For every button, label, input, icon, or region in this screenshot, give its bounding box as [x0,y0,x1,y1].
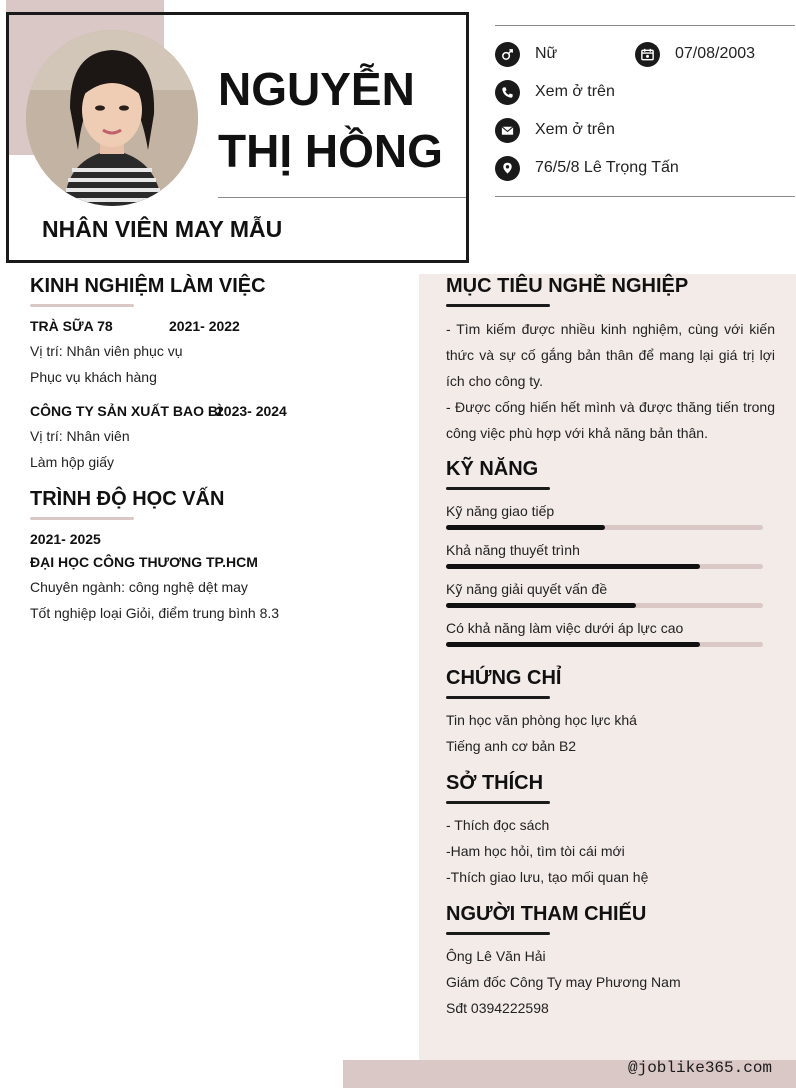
section-title-skills: KỸ NĂNG [446,458,539,480]
gender-value: Nữ [535,45,558,62]
skill-level [446,642,700,647]
section-underline [30,304,134,307]
skill-bar [446,564,763,569]
gender-icon [495,42,520,67]
address-value: 76/5/8 Lê Trọng Tấn [535,159,679,176]
skill-bar [446,603,763,608]
education-period: 2021- 2025 [30,531,101,547]
education-school: ĐẠI HỌC CÔNG THƯƠNG TP.HCM [30,554,258,570]
hobby-item: -Ham học hỏi, tìm tòi cái mới [446,843,625,859]
section-title-certificates: CHỨNG CHỈ [446,667,562,689]
experience-company: TRÀ SỮA 78 [30,318,113,334]
watermark: @joblike365.com [628,1059,773,1077]
divider [218,197,466,198]
divider [495,25,795,26]
contact-gender [495,41,557,67]
skill-level [446,564,700,569]
experience-position: Vị trí: Nhân viên [30,428,130,444]
email-value: Xem ở trên [535,121,615,138]
reference-item: Giám đốc Công Ty may Phương Nam [446,974,681,990]
skill-level [446,525,605,530]
section-title-references: NGƯỜI THAM CHIẾU [446,903,647,925]
skill-bar [446,525,763,530]
hobby-item: - Thích đọc sách [446,817,550,833]
contact-birthdate [635,41,755,67]
section-underline [446,696,550,699]
skill-level [446,603,636,608]
education-result: Tốt nghiệp loại Giỏi, điểm trung bình 8.3 [30,605,280,621]
skill-label: Khả năng thuyết trình [446,542,580,558]
experience-company: CÔNG TY SẢN XUẤT BAO BÌ [30,403,222,419]
section-underline [446,932,550,935]
skill-bar [446,642,763,647]
full-name [218,58,458,182]
section-underline [446,487,550,490]
section-title-hobbies: SỞ THÍCH [446,772,544,794]
hobby-item: -Thích giao lưu, tạo mối quan hệ [446,869,649,885]
experience-description: Phục vụ khách hàng [30,369,157,385]
section-underline [30,517,134,520]
skill-label: Có khả năng làm việc dưới áp lực cao [446,620,684,636]
phone-icon [495,80,520,105]
section-underline [446,304,550,307]
experience-description: Làm hộp giấy [30,454,115,470]
contact-email [495,117,615,143]
profile-photo [26,30,198,206]
skill-label: Kỹ năng giao tiếp [446,503,555,519]
birthdate-value: 07/08/2003 [675,45,756,62]
reference-item: Ông Lê Văn Hải [446,948,546,964]
divider [495,196,795,197]
location-icon [495,156,520,181]
email-icon [495,118,520,143]
reference-item: Sđt 0394222598 [446,1000,549,1016]
experience-period: 2023- 2024 [216,403,287,419]
section-title-objective: MỤC TIÊU NGHỀ NGHIỆP [446,275,689,297]
job-title: NHÂN VIÊN MAY MẪU [42,216,283,242]
contact-address [495,155,679,181]
objective-paragraph-1: - Tìm kiếm được nhiều kinh nghiệm, cùng với kiến thức và sự cố gắng bản thân để mang lại giá trị lợi ích cho công ty. [446,321,775,389]
experience-position: Vị trí: Nhân viên phục vụ [30,343,183,359]
skill-label: Kỹ năng giải quyết vấn đề [446,581,608,597]
certificate-item: Tin học văn phòng học lực khá [446,712,637,728]
section-title-experience: KINH NGHIỆM LÀM VIỆC [30,275,266,297]
contact-phone [495,79,615,105]
name-line-2: THỊ HỒNG [218,125,443,177]
section-underline [446,801,550,804]
section-title-education: TRÌNH ĐỘ HỌC VẤN [30,488,225,510]
phone-value: Xem ở trên [535,83,615,100]
calendar-icon [635,42,660,67]
education-major: Chuyên ngành: công nghệ dệt may [30,579,248,595]
certificate-item: Tiếng anh cơ bản B2 [446,738,577,754]
experience-period: 2021- 2022 [169,318,240,334]
objective-paragraph-2: - Được cống hiến hết mình và được thăng tiến trong công việc phù hợp với khả năng bản thân. [446,399,775,441]
name-line-1: NGUYỄN [218,63,415,115]
